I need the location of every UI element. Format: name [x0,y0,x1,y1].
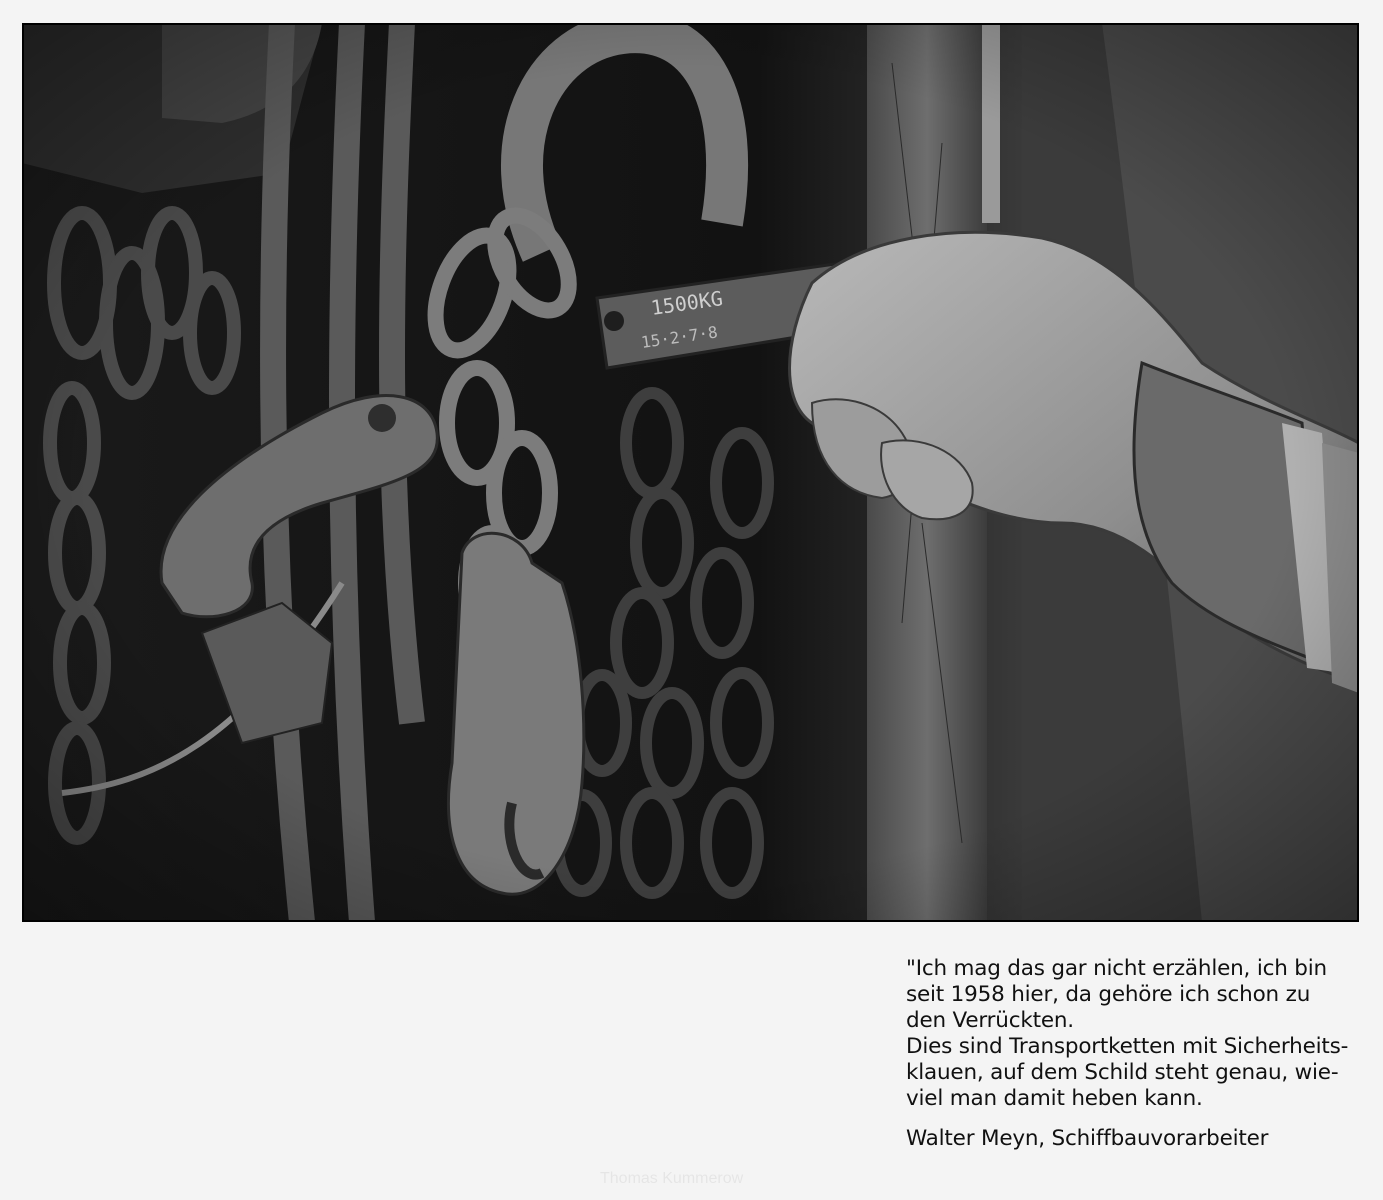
caption [906,956,1366,1152]
caption-line: "Ich mag das gar nicht erzählen, ich bin [906,956,1327,981]
caption-line: viel man damit heben kann. [906,1086,1203,1111]
caption-attribution: Walter Meyn, Schiffbauvorarbeiter [906,1126,1269,1151]
caption-line: Dies sind Transportketten mit Sicherheits- [906,1034,1349,1059]
watermark: Thomas Kummerow [600,1170,744,1187]
caption-line: den Verrückten. [906,1008,1074,1033]
caption-line: klauen, auf dem Schild steht genau, wie- [906,1060,1339,1085]
photograph [22,23,1359,922]
caption-line: seit 1958 hier, da gehöre ich schon zu [906,982,1311,1007]
